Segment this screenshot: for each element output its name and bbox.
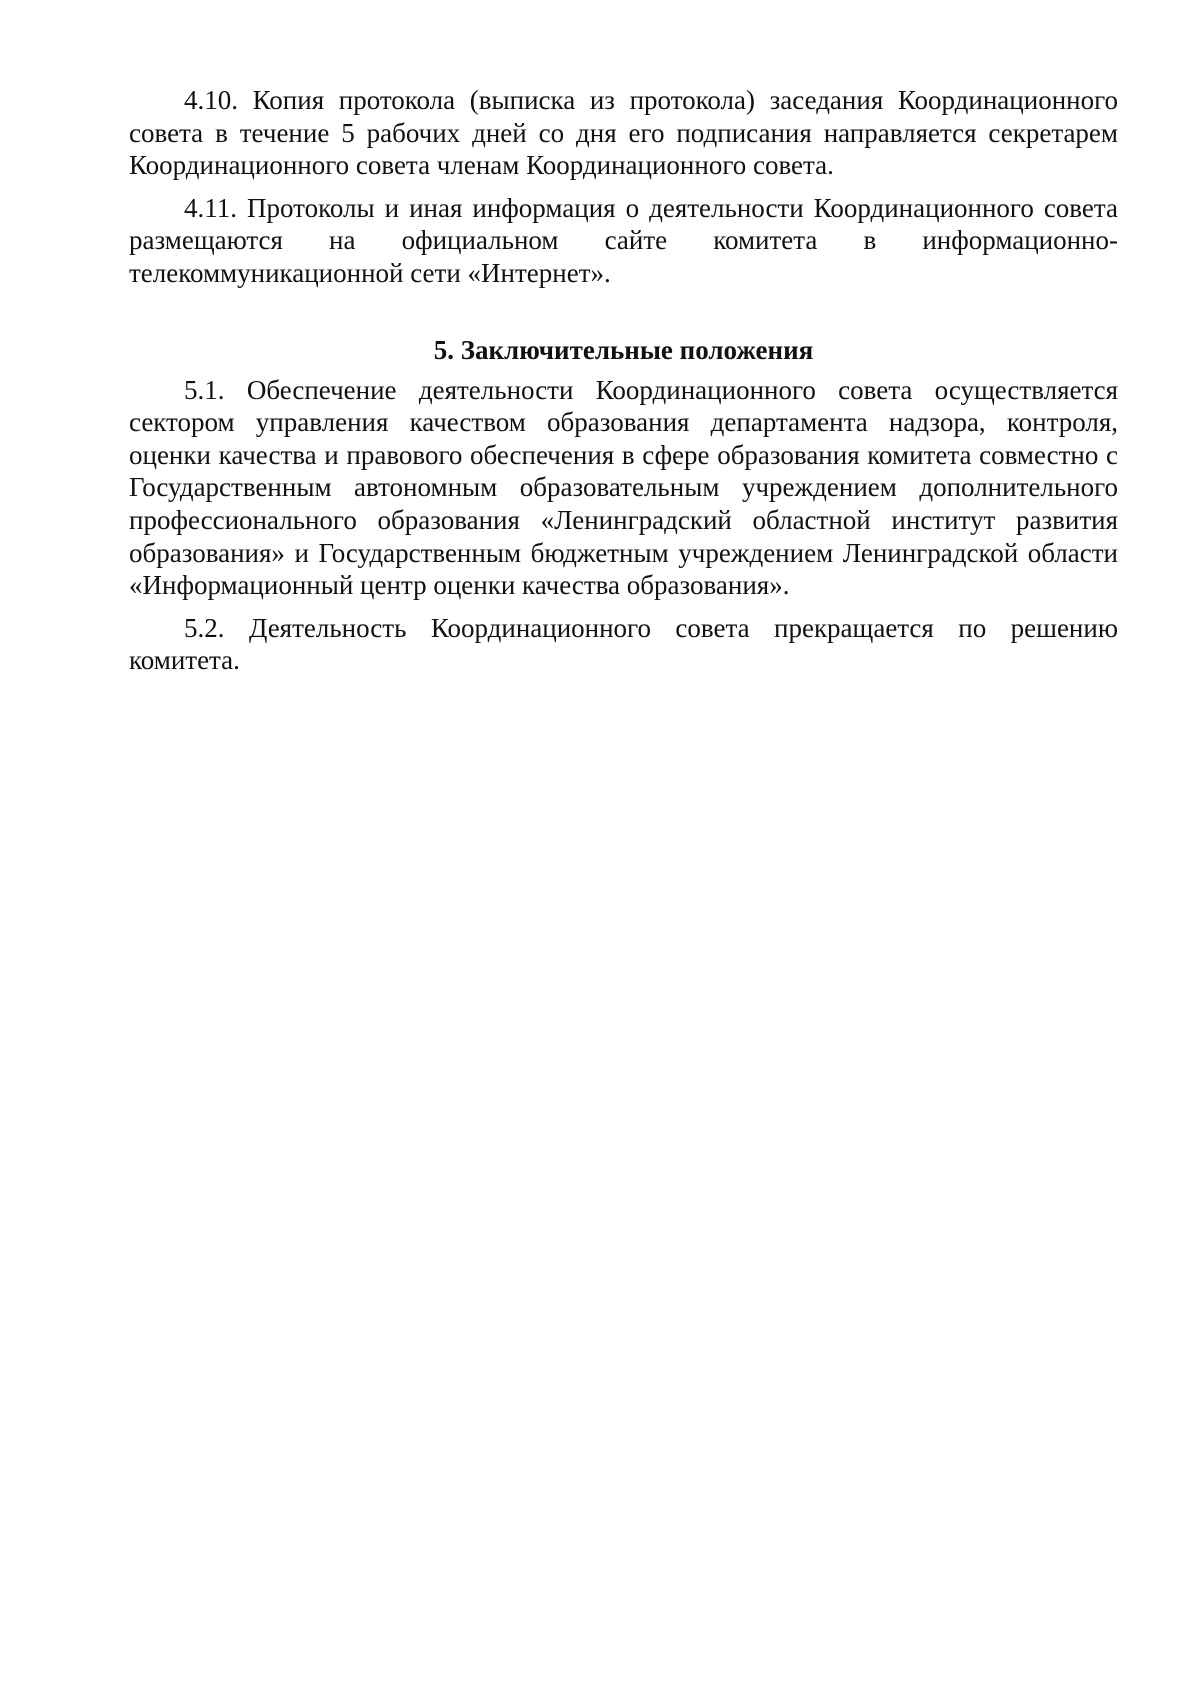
paragraph-4-10: 4.10. Копия протокола (выписка из протокола) заседания Координационного совета в течение 5 рабочих дней со дня его подписания направляется секретарем Координационного совета членам Координационного совета. bbox=[129, 85, 1118, 181]
section-heading: 5. Заключительные положения bbox=[433, 334, 814, 365]
paragraph-5-1: 5.1. Обеспечение деятельности Координационного совета осуществляется сектором управления качеством образования департамента надзора, контроля, оценки качества и правового обеспечения в сфере образования комитета совместно с Государственным автономным образовательным учреждением дополнительного профессионального образования «Ленинградский областной институт развития образования» и Государственным бюджетным учреждением Ленинградской области «Информационный центр оценки качества образования». bbox=[129, 374, 1118, 601]
document-body bbox=[129, 84, 1118, 687]
paragraph-5-2: 5.2. Деятельность Координационного совета прекращается по решению комитета. bbox=[129, 612, 1118, 676]
paragraph-4-11: 4.11. Протоколы и иная информация о деятельности Координационного совета размещаются на официальном сайте комитета в информационно-телекоммуникационной сети «Интернет». bbox=[129, 192, 1118, 288]
